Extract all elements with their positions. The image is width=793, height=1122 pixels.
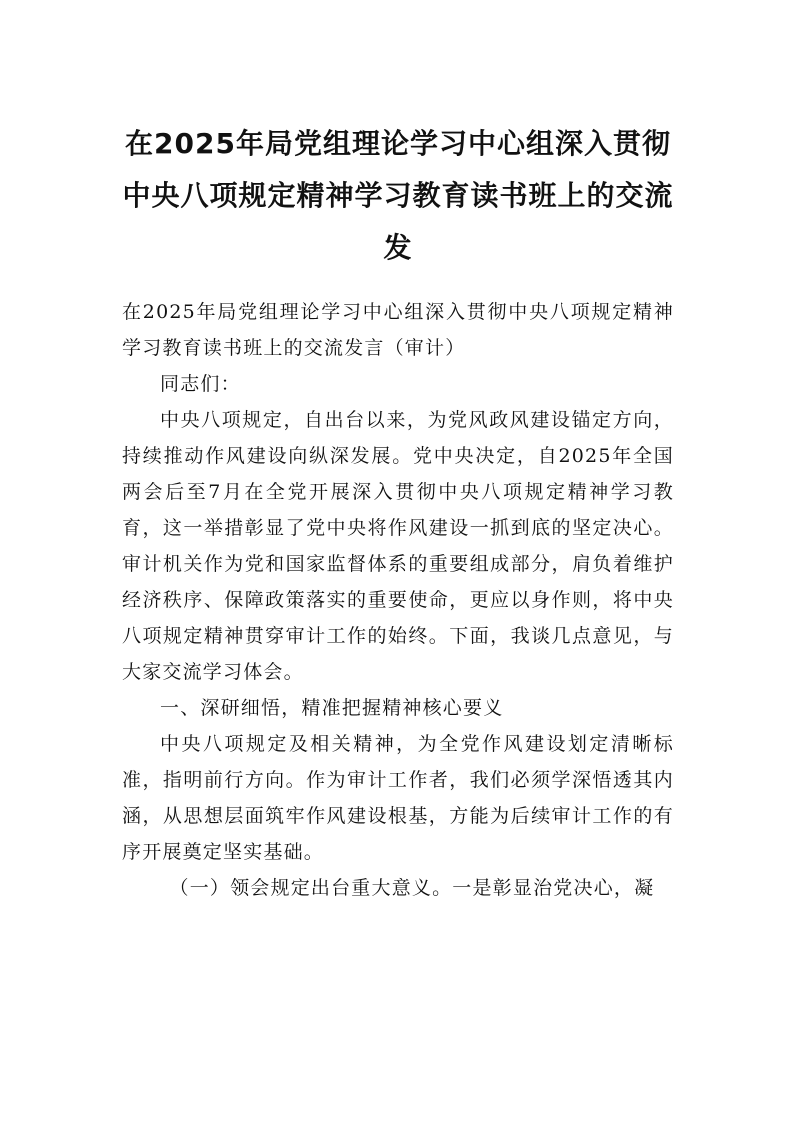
salutation: 同志们： <box>160 373 241 395</box>
paragraph-intro: 中央八项规定，自出台以来，为党风政风建设锚定方向，持续推动作风建设向纵深发展。党中央决定，自2025年全国两会后至7月在全党开展深入贯彻中央八项规定精神学习教育，这一举措彰显了党中央将作风建设一抓到底的坚定决心。审计机关作为党和国家监督体系的重要组成部分，肩负着维护经济秩序、保障政策落实的重要使命，更应以身作则，将中央八项规定精神贯穿审计工作的始终。下面，我谈几点意见，与大家交流学习体会。 <box>122 409 674 683</box>
section-heading-1: 一、深研细悟，精准把握精神核心要义 <box>160 697 504 719</box>
paragraph-section-1: 中央八项规定及相关精神，为全党作风建设划定清晰标准，指明前行方向。作为审计工作者，我们必须学深悟透其内涵，从思想层面筑牢作风建设根基，方能为后续审计工作的有序开展奠定坚实基础。 <box>122 733 674 863</box>
document-subtitle: 在2025年局党组理论学习中心组深入贯彻中央八项规定精神学习教育读书班上的交流发言（审计） <box>122 301 674 359</box>
document-body <box>122 294 674 906</box>
document-title: 在2025年局党组理论学习中心组深入贯彻中央八项规定精神学习教育读书班上的交流发 <box>122 127 674 264</box>
subsection-heading-1: （一）领会规定出台重大意义。一是彰显治党决心，凝 <box>169 877 655 899</box>
